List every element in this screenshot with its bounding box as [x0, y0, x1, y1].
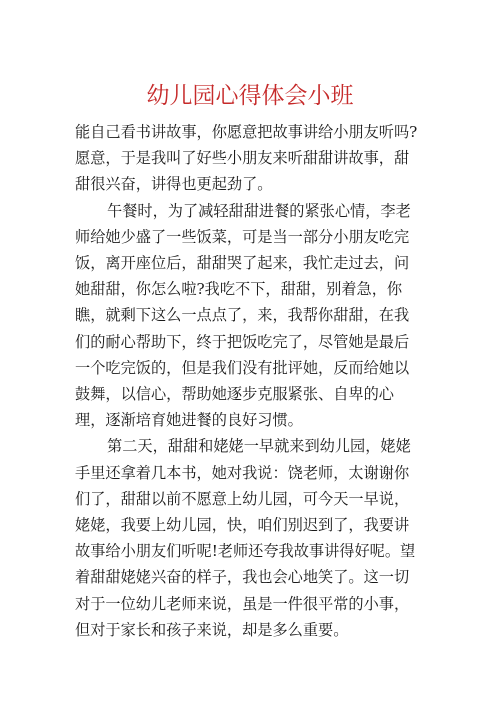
document-body — [75, 119, 427, 643]
text-line: 姥姥，我要上幼儿园，快，咱们别迟到了，我要讲 — [75, 516, 410, 535]
text-line: 能自己看书讲故事，你愿意把故事讲给小朋友听吗? — [75, 123, 418, 141]
text-line: 瞧，就剩下这么一点点了，来，我帮你甜甜，在我 — [75, 306, 410, 325]
document-title: 幼儿园心得体会小班 — [146, 83, 354, 109]
text-line: 着甜甜姥姥兴奋的样子，我也会心地笑了。这一切 — [75, 568, 410, 587]
text-line: 但对于家长和孩子来说，却是多么重要。 — [75, 620, 349, 639]
text-line: 手里还拿着几本书，她对我说：饶老师，太谢谢你 — [75, 463, 410, 482]
text-line: 故事给小朋友们听呢!老师还夸我故事讲得好呢。望 — [75, 542, 416, 561]
text-line: 理，逐渐培育她进餐的良好习惯。 — [75, 411, 303, 430]
text-line: 第二天，甜甜和姥姥一早就来到幼儿园，姥姥 — [107, 437, 411, 456]
text-line: 们的耐心帮助下，终于把饭吃完了，尽管她是最后 — [75, 332, 410, 351]
text-line: 愿意，于是我叫了好些小朋友来听甜甜讲故事，甜 — [75, 149, 410, 168]
text-line: 甜很兴奋，讲得也更起劲了。 — [75, 175, 273, 194]
text-line: 一个吃完饭的，但是我们没有批评她，反而给她以 — [75, 358, 410, 377]
text-line: 对于一位幼儿老师来说，虽是一件很平常的小事， — [75, 594, 410, 613]
text-line: 她甜甜，你怎么啦?我吃不下，甜甜，别着急，你 — [75, 280, 403, 299]
text-line: 鼓舞，以信心，帮助她逐步克服紧张、自卑的心 — [75, 385, 394, 404]
text-line: 师给她少盛了一些饭菜，可是当一部分小朋友吃完 — [75, 227, 410, 246]
text-line: 午餐时，为了减轻甜甜进餐的紧张心情，李老 — [107, 201, 411, 220]
text-line: 们了，甜甜以前不愿意上幼儿园，可今天一早说， — [75, 489, 410, 508]
text-line: 饭，离开座位后，甜甜哭了起来，我忙走过去，问 — [75, 254, 410, 273]
